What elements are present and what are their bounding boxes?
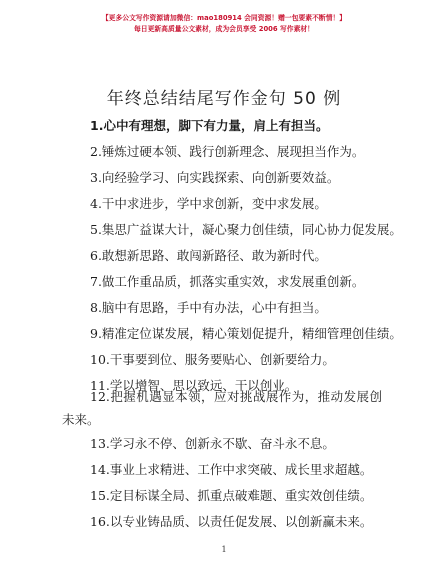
list-item: 7.做工作重品质，抓落实重实效，求发展重创新。 xyxy=(90,274,365,289)
list-item: 15.定目标谋全局、抓重点破难题、重实效创佳绩。 xyxy=(90,488,373,503)
list-item: 13.学习永不停、创新永不歇、奋斗永不息。 xyxy=(90,436,335,451)
list-item: 9.精准定位谋发展，精心策划促提升，精细管理创佳绩。 xyxy=(90,326,402,341)
page-number: 1 xyxy=(221,545,227,554)
list-item: 3.向经验学习、向实践探索、向创新要效益。 xyxy=(90,170,340,185)
list-item: 5.集思广益谋大计，凝心聚力创佳绩，同心协力促发展。 xyxy=(90,222,402,237)
list-item: 14.事业上求精进、工作中求突破、成长里求超越。 xyxy=(90,462,373,477)
banner-line-1: 【更多公文写作资源请加微信：mao180914 会同资源！赠一包要素不断情！】 xyxy=(101,14,347,22)
list-item: 1.心中有理想，脚下有力量，肩上有担当。 xyxy=(90,118,329,133)
list-item: 12.把握机遇显本领，应对挑战展作为，推动发展创未来。 xyxy=(62,389,382,427)
list-item: 16.以专业铸品质、以责任促发展、以创新赢未来。 xyxy=(90,514,373,529)
list-item: 8.脑中有思路，手中有办法，心中有担当。 xyxy=(90,300,327,315)
banner-line-2: 每日更新高质量公文素材，成为会员享受 2006 写作素材！ xyxy=(134,25,314,33)
list-item: 2.锤炼过硬本领、践行创新理念、展现担当作为。 xyxy=(90,144,365,159)
list-item: 11.学以增智、思以致远、干以创业。 xyxy=(90,378,298,393)
list-item: 4.干中求进步，学中求创新，变中求发展。 xyxy=(90,196,327,211)
list-item: 6.敢想新思路、敢闯新路径、敢为新时代。 xyxy=(90,248,327,263)
list-item: 10.干事要到位、服务要贴心、创新要给力。 xyxy=(90,352,335,367)
page-title: 年终总结结尾写作金句 50 例 xyxy=(106,89,342,109)
